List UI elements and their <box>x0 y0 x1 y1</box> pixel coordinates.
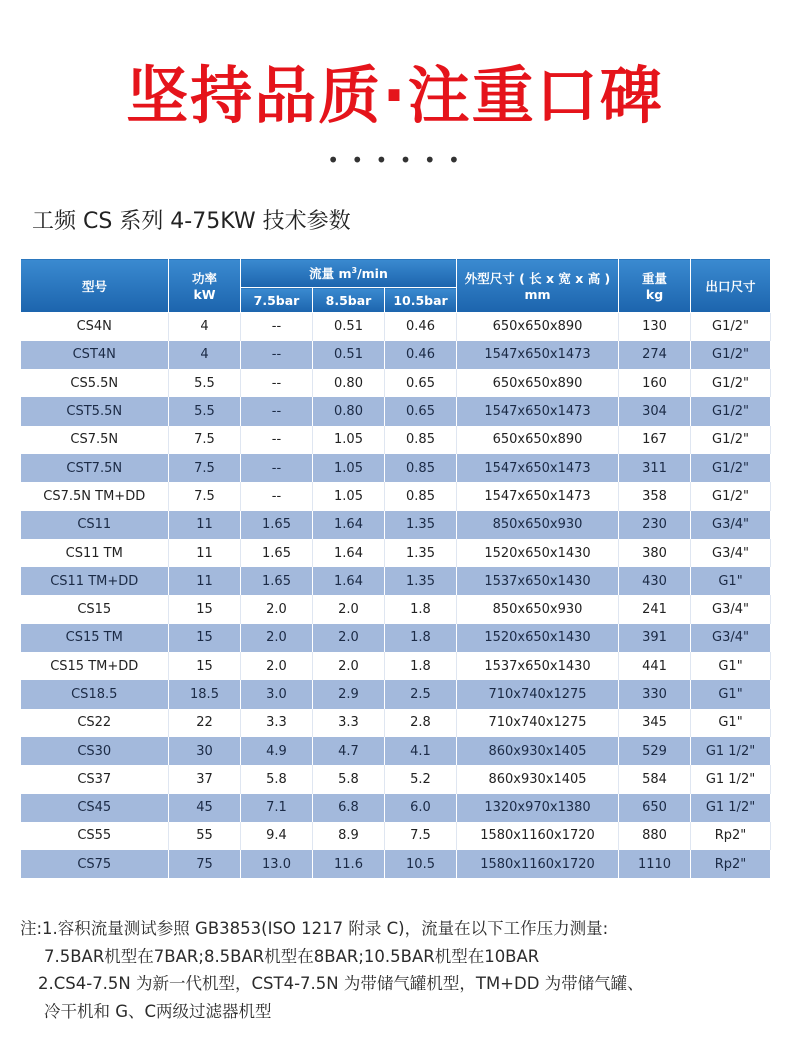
cell-flow-10-5bar: 0.46 <box>385 313 457 341</box>
table-row <box>21 454 771 482</box>
cell-outlet: G3/4" <box>691 539 771 567</box>
cell-power: 45 <box>169 794 241 822</box>
table-row <box>21 737 771 765</box>
cell-flow-8-5bar: 2.0 <box>313 595 385 623</box>
header-dimensions-label: 外型尺寸 ( 长 x 宽 x 高 ) <box>464 271 611 286</box>
cell-weight: 230 <box>619 511 691 539</box>
cell-flow-8-5bar: 1.05 <box>313 426 385 454</box>
cell-flow-10-5bar: 1.8 <box>385 652 457 680</box>
cell-weight: 345 <box>619 709 691 737</box>
cell-flow-8-5bar: 0.80 <box>313 397 385 425</box>
cell-dimensions: 860x930x1405 <box>457 765 619 793</box>
cell-model: CS15 TM <box>21 624 169 652</box>
section-title: 工频 CS 系列 4-75KW 技术参数 <box>32 209 351 234</box>
cell-flow-10-5bar: 0.85 <box>385 454 457 482</box>
cell-flow-7-5bar: 2.0 <box>241 624 313 652</box>
cell-weight: 1110 <box>619 850 691 878</box>
cell-model: CS11 TM+DD <box>21 567 169 595</box>
cell-power: 37 <box>169 765 241 793</box>
cell-flow-10-5bar: 1.35 <box>385 511 457 539</box>
table-row <box>21 567 771 595</box>
cell-power: 4 <box>169 341 241 369</box>
cell-power: 5.5 <box>169 369 241 397</box>
cell-weight: 167 <box>619 426 691 454</box>
cell-flow-10-5bar: 1.8 <box>385 595 457 623</box>
table-row <box>21 680 771 708</box>
cell-flow-8-5bar: 0.51 <box>313 341 385 369</box>
cell-weight: 584 <box>619 765 691 793</box>
cell-model: CS18.5 <box>21 680 169 708</box>
cell-flow-10-5bar: 6.0 <box>385 794 457 822</box>
cell-flow-7-5bar: -- <box>241 397 313 425</box>
header-flow-prefix: 流量 m <box>309 266 352 281</box>
cell-flow-7-5bar: -- <box>241 426 313 454</box>
cell-weight: 358 <box>619 482 691 510</box>
cell-outlet: G1 1/2" <box>691 737 771 765</box>
cell-weight: 311 <box>619 454 691 482</box>
hero-title: 坚持品质·注重口碑 <box>126 59 664 132</box>
cell-weight: 650 <box>619 794 691 822</box>
cell-flow-8-5bar: 1.64 <box>313 511 385 539</box>
cell-model: CST5.5N <box>21 397 169 425</box>
cell-dimensions: 1320x970x1380 <box>457 794 619 822</box>
cell-power: 55 <box>169 822 241 850</box>
cell-flow-7-5bar: 13.0 <box>241 850 313 878</box>
cell-flow-7-5bar: -- <box>241 369 313 397</box>
cell-flow-8-5bar: 1.64 <box>313 539 385 567</box>
cell-flow-10-5bar: 0.65 <box>385 369 457 397</box>
cell-weight: 380 <box>619 539 691 567</box>
cell-flow-10-5bar: 0.46 <box>385 341 457 369</box>
cell-dimensions: 1580x1160x1720 <box>457 850 619 878</box>
cell-outlet: G1/2" <box>691 313 771 341</box>
cell-weight: 130 <box>619 313 691 341</box>
cell-power: 7.5 <box>169 454 241 482</box>
cell-weight: 391 <box>619 624 691 652</box>
header-flow-suffix: /min <box>357 266 388 281</box>
cell-flow-10-5bar: 5.2 <box>385 765 457 793</box>
cell-power: 11 <box>169 539 241 567</box>
cell-flow-7-5bar: -- <box>241 313 313 341</box>
cell-flow-8-5bar: 6.8 <box>313 794 385 822</box>
header-weight <box>619 259 691 313</box>
cell-flow-8-5bar: 1.05 <box>313 454 385 482</box>
cell-flow-7-5bar: 3.0 <box>241 680 313 708</box>
header-power <box>169 259 241 313</box>
note-line-3: 2.CS4-7.5N 为新一代机型，CST4-7.5N 为带储气罐机型，TM+DD 为带储气罐、 <box>38 974 644 993</box>
cell-model: CS37 <box>21 765 169 793</box>
cell-model: CST7.5N <box>21 454 169 482</box>
cell-power: 15 <box>169 652 241 680</box>
cell-outlet: G1" <box>691 680 771 708</box>
cell-flow-8-5bar: 3.3 <box>313 709 385 737</box>
cell-dimensions: 710x740x1275 <box>457 680 619 708</box>
table-row <box>21 397 771 425</box>
cell-flow-8-5bar: 0.51 <box>313 313 385 341</box>
cell-model: CS7.5N <box>21 426 169 454</box>
cell-model: CS11 <box>21 511 169 539</box>
cell-flow-7-5bar: 2.0 <box>241 652 313 680</box>
header-flow-7-5bar: 7.5bar <box>241 288 313 313</box>
header-flow-sup: 3 <box>351 265 358 275</box>
table-row <box>21 624 771 652</box>
cell-outlet: G1/2" <box>691 341 771 369</box>
cell-model: CST4N <box>21 341 169 369</box>
cell-dimensions: 650x650x890 <box>457 313 619 341</box>
cell-power: 22 <box>169 709 241 737</box>
cell-dimensions: 650x650x890 <box>457 426 619 454</box>
cell-outlet: G1" <box>691 709 771 737</box>
cell-power: 4 <box>169 313 241 341</box>
cell-model: CS15 <box>21 595 169 623</box>
cell-outlet: G1/2" <box>691 482 771 510</box>
header-flow <box>241 259 457 288</box>
cell-flow-7-5bar: 5.8 <box>241 765 313 793</box>
cell-power: 18.5 <box>169 680 241 708</box>
cell-weight: 529 <box>619 737 691 765</box>
cell-model: CS4N <box>21 313 169 341</box>
cell-dimensions: 1537x650x1430 <box>457 652 619 680</box>
cell-weight: 274 <box>619 341 691 369</box>
cell-weight: 441 <box>619 652 691 680</box>
cell-power: 11 <box>169 511 241 539</box>
cell-model: CS5.5N <box>21 369 169 397</box>
cell-model: CS30 <box>21 737 169 765</box>
cell-flow-7-5bar: 9.4 <box>241 822 313 850</box>
table-row <box>21 709 771 737</box>
table-row <box>21 482 771 510</box>
header-power-unit: kW <box>193 287 216 302</box>
cell-flow-7-5bar: 1.65 <box>241 511 313 539</box>
cell-dimensions: 1537x650x1430 <box>457 567 619 595</box>
cell-flow-8-5bar: 2.0 <box>313 652 385 680</box>
cell-dimensions: 650x650x890 <box>457 369 619 397</box>
table-row <box>21 511 771 539</box>
cell-flow-10-5bar: 1.35 <box>385 567 457 595</box>
cell-outlet: G1 1/2" <box>691 794 771 822</box>
cell-flow-8-5bar: 1.64 <box>313 567 385 595</box>
header-weight-label: 重量 <box>642 271 668 286</box>
cell-weight: 241 <box>619 595 691 623</box>
header-model: 型号 <box>21 259 169 313</box>
cell-model: CS15 TM+DD <box>21 652 169 680</box>
table-row <box>21 794 771 822</box>
table-row <box>21 539 771 567</box>
cell-weight: 330 <box>619 680 691 708</box>
notes <box>20 915 780 1025</box>
cell-dimensions: 850x650x930 <box>457 595 619 623</box>
cell-flow-8-5bar: 1.05 <box>313 482 385 510</box>
cell-outlet: Rp2" <box>691 850 771 878</box>
note-line-1: 注:1.容积流量测试参照 GB3853(ISO 1217 附录 C)，流量在以下工作压力测量: <box>20 919 609 938</box>
note-line-4: 冷干机和 G、C两级过滤器机型 <box>44 1001 272 1021</box>
cell-model: CS22 <box>21 709 169 737</box>
cell-flow-7-5bar: 1.65 <box>241 539 313 567</box>
cell-outlet: G1/2" <box>691 369 771 397</box>
cell-power: 7.5 <box>169 482 241 510</box>
cell-flow-10-5bar: 4.1 <box>385 737 457 765</box>
header-flow-10-5bar: 10.5bar <box>385 288 457 313</box>
table-row <box>21 313 771 341</box>
cell-flow-7-5bar: 1.65 <box>241 567 313 595</box>
cell-flow-10-5bar: 0.85 <box>385 482 457 510</box>
cell-flow-8-5bar: 5.8 <box>313 765 385 793</box>
decorative-dots: • • • • • • <box>327 148 463 172</box>
cell-dimensions: 1547x650x1473 <box>457 397 619 425</box>
cell-flow-7-5bar: -- <box>241 454 313 482</box>
table-row <box>21 765 771 793</box>
cell-outlet: G1/2" <box>691 426 771 454</box>
cell-outlet: Rp2" <box>691 822 771 850</box>
spec-table-body <box>21 313 771 879</box>
table-row <box>21 822 771 850</box>
cell-power: 15 <box>169 624 241 652</box>
cell-dimensions: 1547x650x1473 <box>457 341 619 369</box>
cell-outlet: G1" <box>691 652 771 680</box>
header-dimensions-unit: mm <box>524 287 551 302</box>
header-power-label: 功率 <box>191 271 217 286</box>
table-row <box>21 850 771 878</box>
cell-flow-10-5bar: 10.5 <box>385 850 457 878</box>
table-row <box>21 341 771 369</box>
cell-power: 15 <box>169 595 241 623</box>
cell-flow-7-5bar: 3.3 <box>241 709 313 737</box>
cell-flow-7-5bar: 4.9 <box>241 737 313 765</box>
cell-outlet: G1/2" <box>691 454 771 482</box>
cell-dimensions: 1520x650x1430 <box>457 624 619 652</box>
cell-flow-7-5bar: 2.0 <box>241 595 313 623</box>
cell-power: 30 <box>169 737 241 765</box>
cell-flow-10-5bar: 7.5 <box>385 822 457 850</box>
table-row <box>21 369 771 397</box>
cell-flow-10-5bar: 0.65 <box>385 397 457 425</box>
cell-outlet: G1" <box>691 567 771 595</box>
cell-flow-8-5bar: 2.0 <box>313 624 385 652</box>
cell-outlet: G1 1/2" <box>691 765 771 793</box>
cell-model: CS45 <box>21 794 169 822</box>
note-line-2: 7.5BAR机型在7BAR;8.5BAR机型在8BAR;10.5BAR机型在10BAR <box>44 946 540 966</box>
cell-flow-10-5bar: 0.85 <box>385 426 457 454</box>
cell-model: CS7.5N TM+DD <box>21 482 169 510</box>
cell-flow-8-5bar: 8.9 <box>313 822 385 850</box>
table-row <box>21 426 771 454</box>
cell-power: 11 <box>169 567 241 595</box>
cell-flow-7-5bar: -- <box>241 341 313 369</box>
cell-dimensions: 850x650x930 <box>457 511 619 539</box>
cell-model: CS75 <box>21 850 169 878</box>
cell-flow-8-5bar: 11.6 <box>313 850 385 878</box>
cell-flow-7-5bar: 7.1 <box>241 794 313 822</box>
cell-flow-8-5bar: 4.7 <box>313 737 385 765</box>
header-weight-unit: kg <box>645 287 664 302</box>
cell-model: CS55 <box>21 822 169 850</box>
header-flow-8-5bar: 8.5bar <box>313 288 385 313</box>
cell-power: 75 <box>169 850 241 878</box>
cell-weight: 880 <box>619 822 691 850</box>
cell-flow-10-5bar: 1.35 <box>385 539 457 567</box>
cell-dimensions: 710x740x1275 <box>457 709 619 737</box>
cell-dimensions: 1547x650x1473 <box>457 454 619 482</box>
cell-model: CS11 TM <box>21 539 169 567</box>
table-row <box>21 652 771 680</box>
cell-outlet: G3/4" <box>691 624 771 652</box>
cell-dimensions: 1580x1160x1720 <box>457 822 619 850</box>
cell-outlet: G1/2" <box>691 397 771 425</box>
cell-power: 5.5 <box>169 397 241 425</box>
header-dimensions <box>457 259 619 313</box>
cell-flow-10-5bar: 1.8 <box>385 624 457 652</box>
cell-flow-10-5bar: 2.8 <box>385 709 457 737</box>
cell-outlet: G3/4" <box>691 511 771 539</box>
cell-flow-8-5bar: 0.80 <box>313 369 385 397</box>
cell-weight: 160 <box>619 369 691 397</box>
cell-weight: 304 <box>619 397 691 425</box>
spec-table <box>20 258 771 878</box>
cell-flow-10-5bar: 2.5 <box>385 680 457 708</box>
cell-flow-7-5bar: -- <box>241 482 313 510</box>
cell-power: 7.5 <box>169 426 241 454</box>
cell-dimensions: 1547x650x1473 <box>457 482 619 510</box>
header-outlet: 出口尺寸 <box>691 259 771 313</box>
cell-dimensions: 860x930x1405 <box>457 737 619 765</box>
table-row <box>21 595 771 623</box>
cell-flow-8-5bar: 2.9 <box>313 680 385 708</box>
cell-outlet: G3/4" <box>691 595 771 623</box>
cell-weight: 430 <box>619 567 691 595</box>
cell-dimensions: 1520x650x1430 <box>457 539 619 567</box>
